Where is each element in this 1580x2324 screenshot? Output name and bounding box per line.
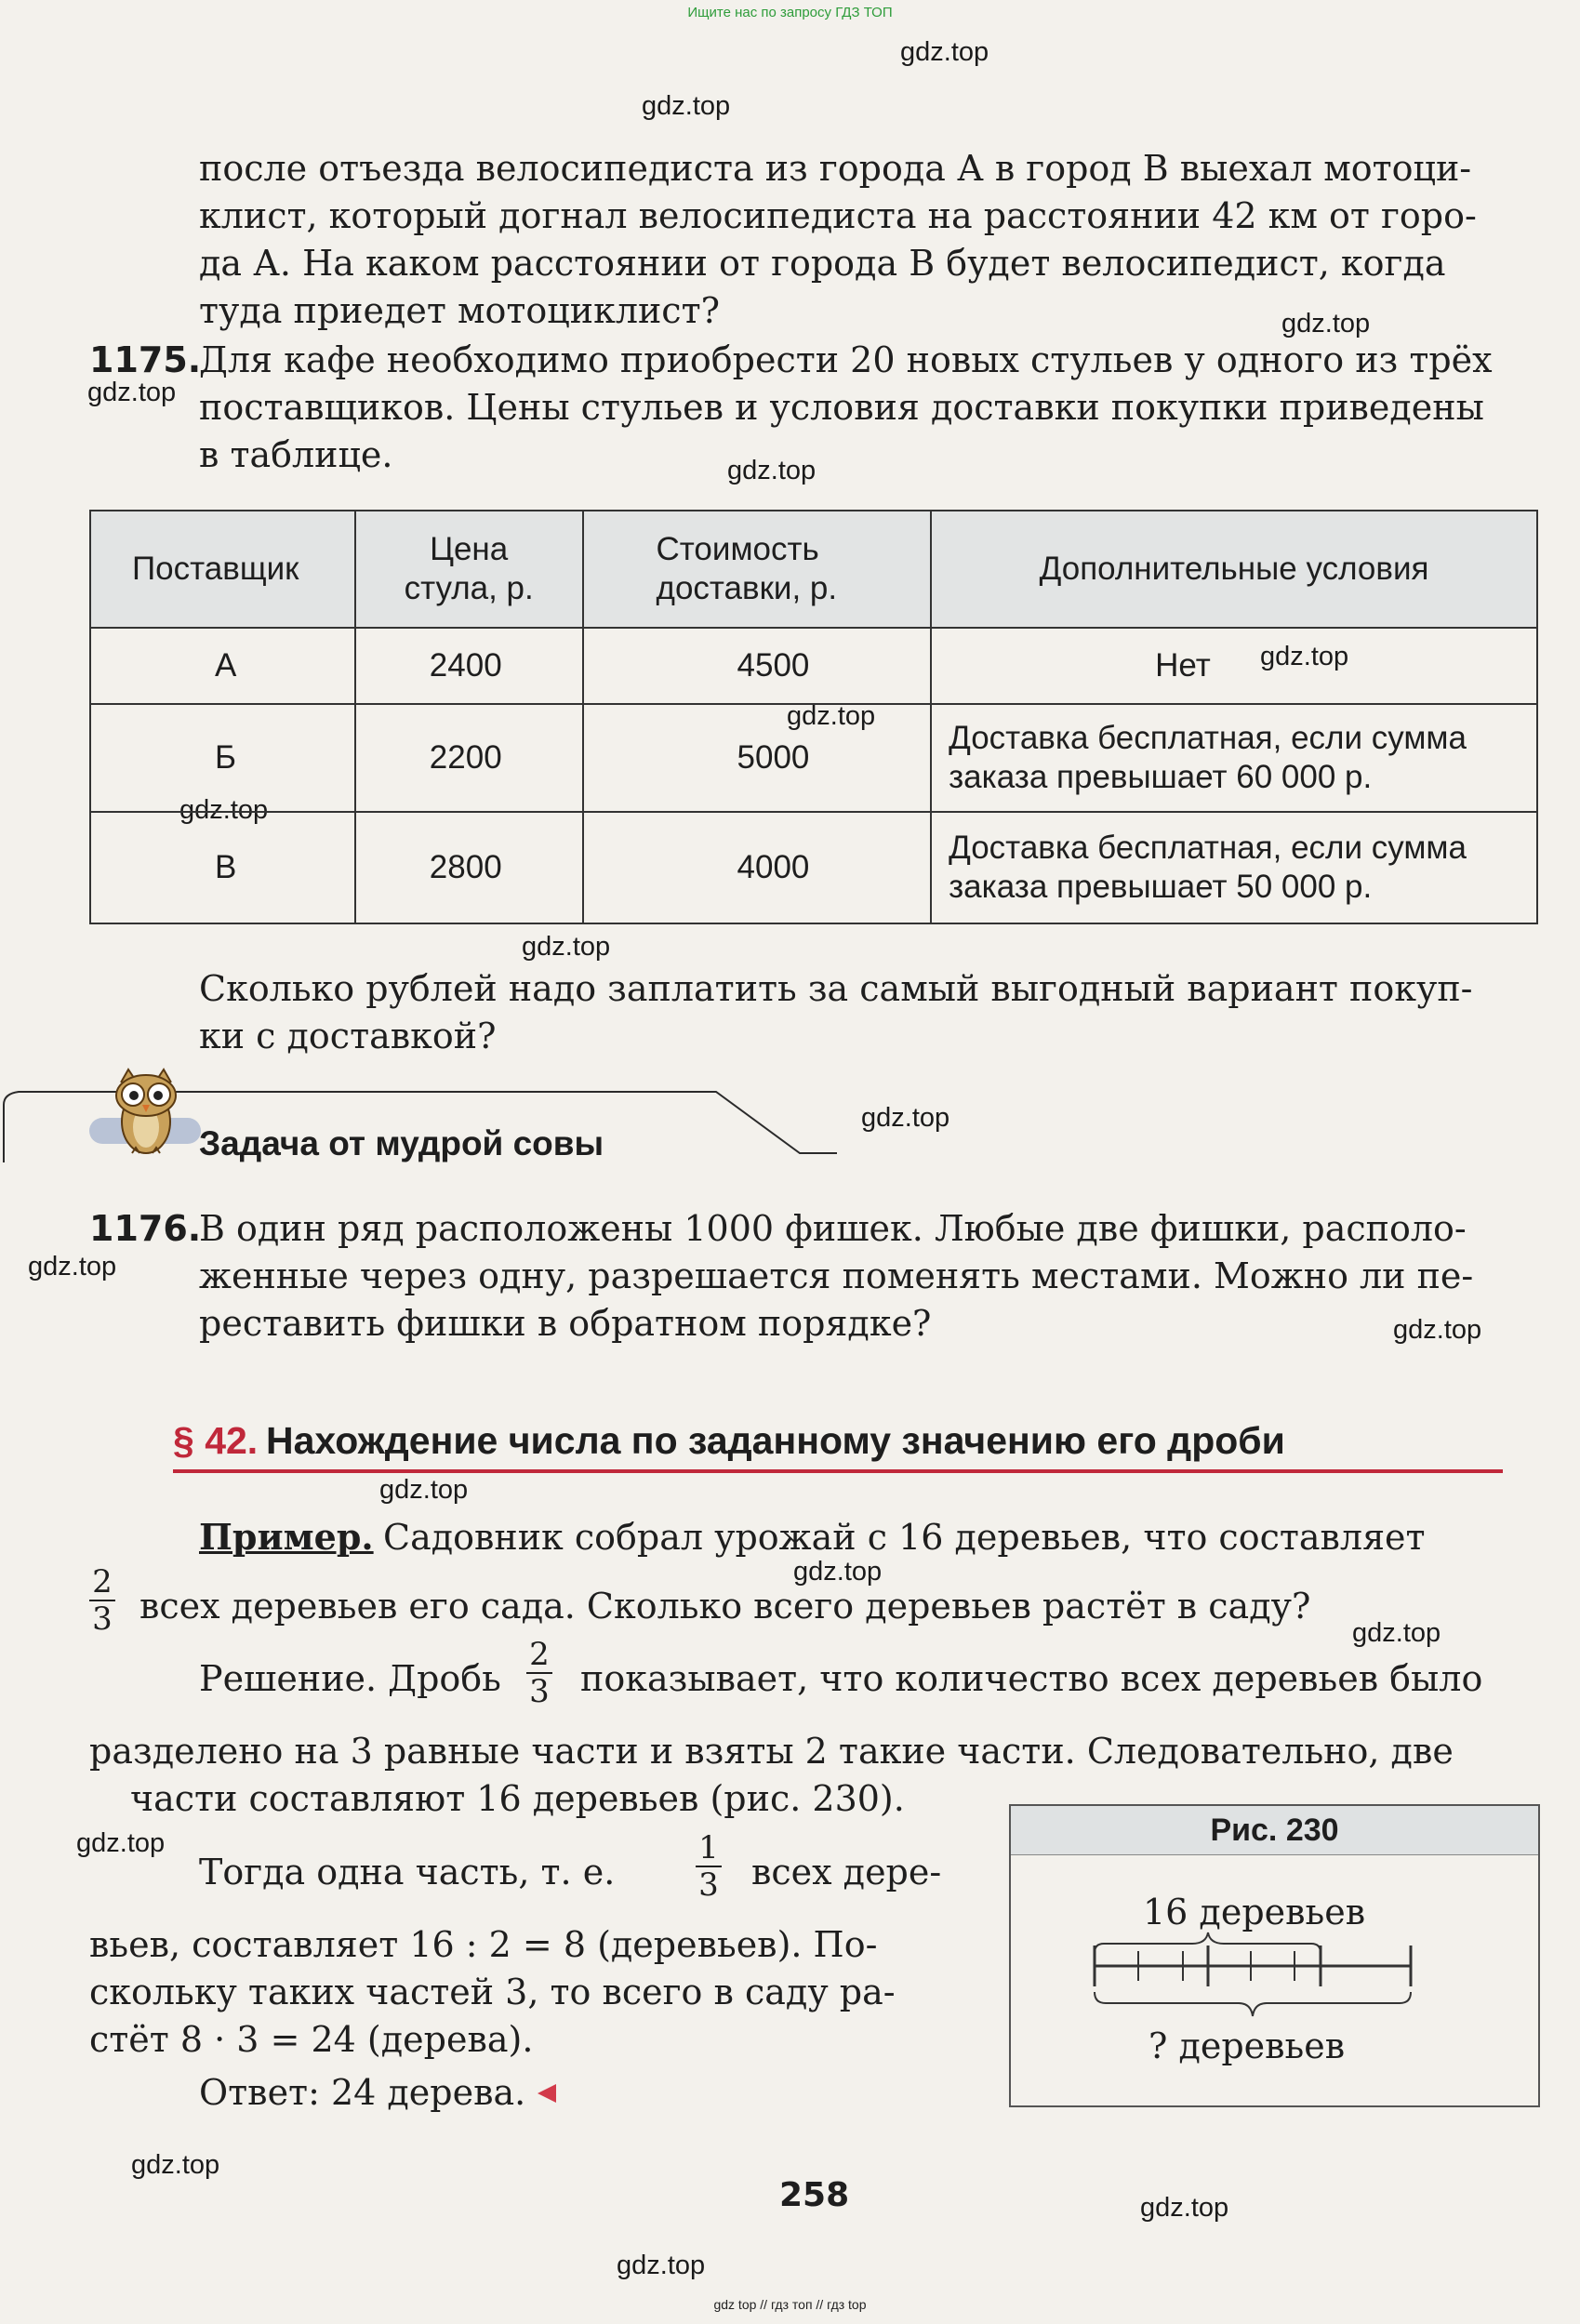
problem-1175-line: поставщиков. Цены стульев и условия доставки покупки приведены xyxy=(199,387,1484,428)
table-header-row xyxy=(90,511,1537,628)
problem-1175-question: Сколько рублей надо заплатить за самый выгодный вариант покуп- xyxy=(199,968,1473,1009)
table-cell: А xyxy=(90,628,355,704)
fraction-numerator: 2 xyxy=(92,1563,113,1600)
example-text: всех деревьев его сада. Сколько всего деревьев растёт в саду? xyxy=(139,1586,1311,1627)
table-cell: В xyxy=(90,812,355,923)
watermark: gdz.top xyxy=(179,795,269,825)
solution-label: Решение. Дробь xyxy=(199,1658,501,1699)
problem-1175-line: в таблице. xyxy=(199,434,393,475)
problem-1175-question: ки с доставкой? xyxy=(199,1016,497,1056)
fraction-numerator: 1 xyxy=(698,1829,719,1866)
watermark: gdz.top xyxy=(787,701,876,731)
table-header: Дополнительные условия xyxy=(931,511,1537,628)
watermark: gdz.top xyxy=(522,932,611,962)
example-text: Садовник собрал урожай с 16 деревьев, что составляет xyxy=(383,1517,1426,1558)
bottom-banner[interactable]: gdz top // гдз топ // гдз top xyxy=(713,2297,867,2312)
bottom-brace xyxy=(1095,1992,1411,2016)
fraction-numerator: 2 xyxy=(529,1636,550,1673)
watermark: gdz.top xyxy=(617,2251,706,2280)
top-banner[interactable]: Ищите нас по запросу ГДЗ ТОП xyxy=(687,5,893,20)
solution-text: показывает, что количество всех деревьев было xyxy=(580,1658,1483,1699)
fraction-1-3 xyxy=(696,1830,722,1903)
section-number: § 42. xyxy=(173,1419,259,1462)
table-cell: Нет xyxy=(931,628,1537,704)
table-header: Поставщик xyxy=(90,511,355,628)
watermark: gdz.top xyxy=(1260,642,1349,671)
solution-text: Тогда одна часть, т. е. xyxy=(199,1852,616,1892)
watermark: gdz.top xyxy=(900,37,989,67)
problem-1174-line: да А. На каком расстоянии от города В будет велосипедист, когда xyxy=(199,243,1446,284)
watermark: gdz.top xyxy=(87,378,177,407)
watermark: gdz.top xyxy=(793,1557,883,1587)
suppliers-table xyxy=(89,510,1538,924)
problem-1174-line: после отъезда велосипедиста из города А в город В выехал мотоци- xyxy=(199,148,1472,189)
table-cell: 2400 xyxy=(355,628,583,704)
watermark: gdz.top xyxy=(1140,2193,1229,2223)
problem-1176-line: реставить фишки в обратном порядке? xyxy=(199,1303,932,1344)
problem-1176-line: женные через одну, разрешается поменять местами. Можно ли пе- xyxy=(199,1255,1474,1296)
problem-number: 1176. xyxy=(89,1208,202,1249)
table-row xyxy=(90,812,1537,923)
section-underline xyxy=(173,1469,1503,1473)
solution-text: разделено на 3 равные части и взяты 2 такие части. Следовательно, две xyxy=(89,1731,1454,1772)
table-header: Цена стула, р. xyxy=(355,511,583,628)
fraction-2-3 xyxy=(526,1637,552,1709)
figure-top-label: 16 деревьев xyxy=(1143,1892,1366,1932)
watermark: gdz.top xyxy=(28,1252,117,1282)
figure-230 xyxy=(1009,1804,1540,2107)
owl-icon xyxy=(104,1064,188,1157)
watermark: gdz.top xyxy=(642,91,731,121)
problem-1175-line: Для кафе необходимо приобрести 20 новых стульев у одного из трёх xyxy=(199,339,1493,380)
fraction-2-3 xyxy=(89,1564,115,1637)
solution-text: вьев, составляет 16 : 2 = 8 (деревьев). По- xyxy=(89,1924,878,1965)
table-row xyxy=(90,628,1537,704)
problem-1176-line: В один ряд расположены 1000 фишек. Любые две фишки, располо- xyxy=(199,1208,1467,1249)
answer-text: Ответ: 24 дерева. xyxy=(199,2072,526,2113)
solution-text: скольку таких частей 3, то всего в саду ра- xyxy=(89,1972,896,2012)
table-cell: Б xyxy=(90,704,355,812)
fraction-denominator: 3 xyxy=(92,1600,113,1638)
watermark: gdz.top xyxy=(861,1103,950,1133)
watermark: gdz.top xyxy=(727,456,817,485)
fraction-denominator: 3 xyxy=(698,1866,719,1904)
watermark: gdz.top xyxy=(131,2150,220,2180)
problem-1174-line: туда приедет мотоциклист? xyxy=(199,290,720,331)
table-row xyxy=(90,704,1537,812)
figure-caption: Рис. 230 xyxy=(1011,1806,1538,1855)
example-label: Пример. xyxy=(199,1516,374,1558)
problem-1174-line: клист, который догнал велосипедиста на расстоянии 42 км от горо- xyxy=(199,195,1477,236)
table-cell: 2200 xyxy=(355,704,583,812)
watermark: gdz.top xyxy=(76,1828,166,1858)
solution-text: части составляют 16 деревьев (рис. 230). xyxy=(130,1778,905,1819)
table-header: Стоимость доставки, р. xyxy=(583,511,932,628)
table-cell: 5000 xyxy=(583,704,932,812)
table-cell: 4500 xyxy=(583,628,932,704)
page-number: 258 xyxy=(779,2176,850,2214)
end-marker-icon xyxy=(536,2083,558,2104)
watermark: gdz.top xyxy=(379,1475,469,1505)
owl-section-title: Задача от мудрой совы xyxy=(199,1124,604,1162)
figure-bottom-label: ? деревьев xyxy=(1148,2025,1346,2066)
fraction-denominator: 3 xyxy=(529,1673,550,1710)
table-cell: Доставка бесплатная, если сумма заказа превышает 50 000 р. xyxy=(931,812,1537,923)
problem-number: 1175. xyxy=(89,339,202,380)
section-title: Нахождение числа по заданному значению его дроби xyxy=(266,1419,1285,1462)
solution-text: всех дере- xyxy=(751,1852,942,1892)
solution-text: стёт 8 · 3 = 24 (дерева). xyxy=(89,2019,534,2060)
watermark: gdz.top xyxy=(1393,1315,1482,1345)
table-cell: 2800 xyxy=(355,812,583,923)
watermark: gdz.top xyxy=(1352,1618,1441,1648)
watermark: gdz.top xyxy=(1281,309,1371,339)
table-cell: 4000 xyxy=(583,812,932,923)
table-cell: Доставка бесплатная, если сумма заказа превышает 60 000 р. xyxy=(931,704,1537,812)
